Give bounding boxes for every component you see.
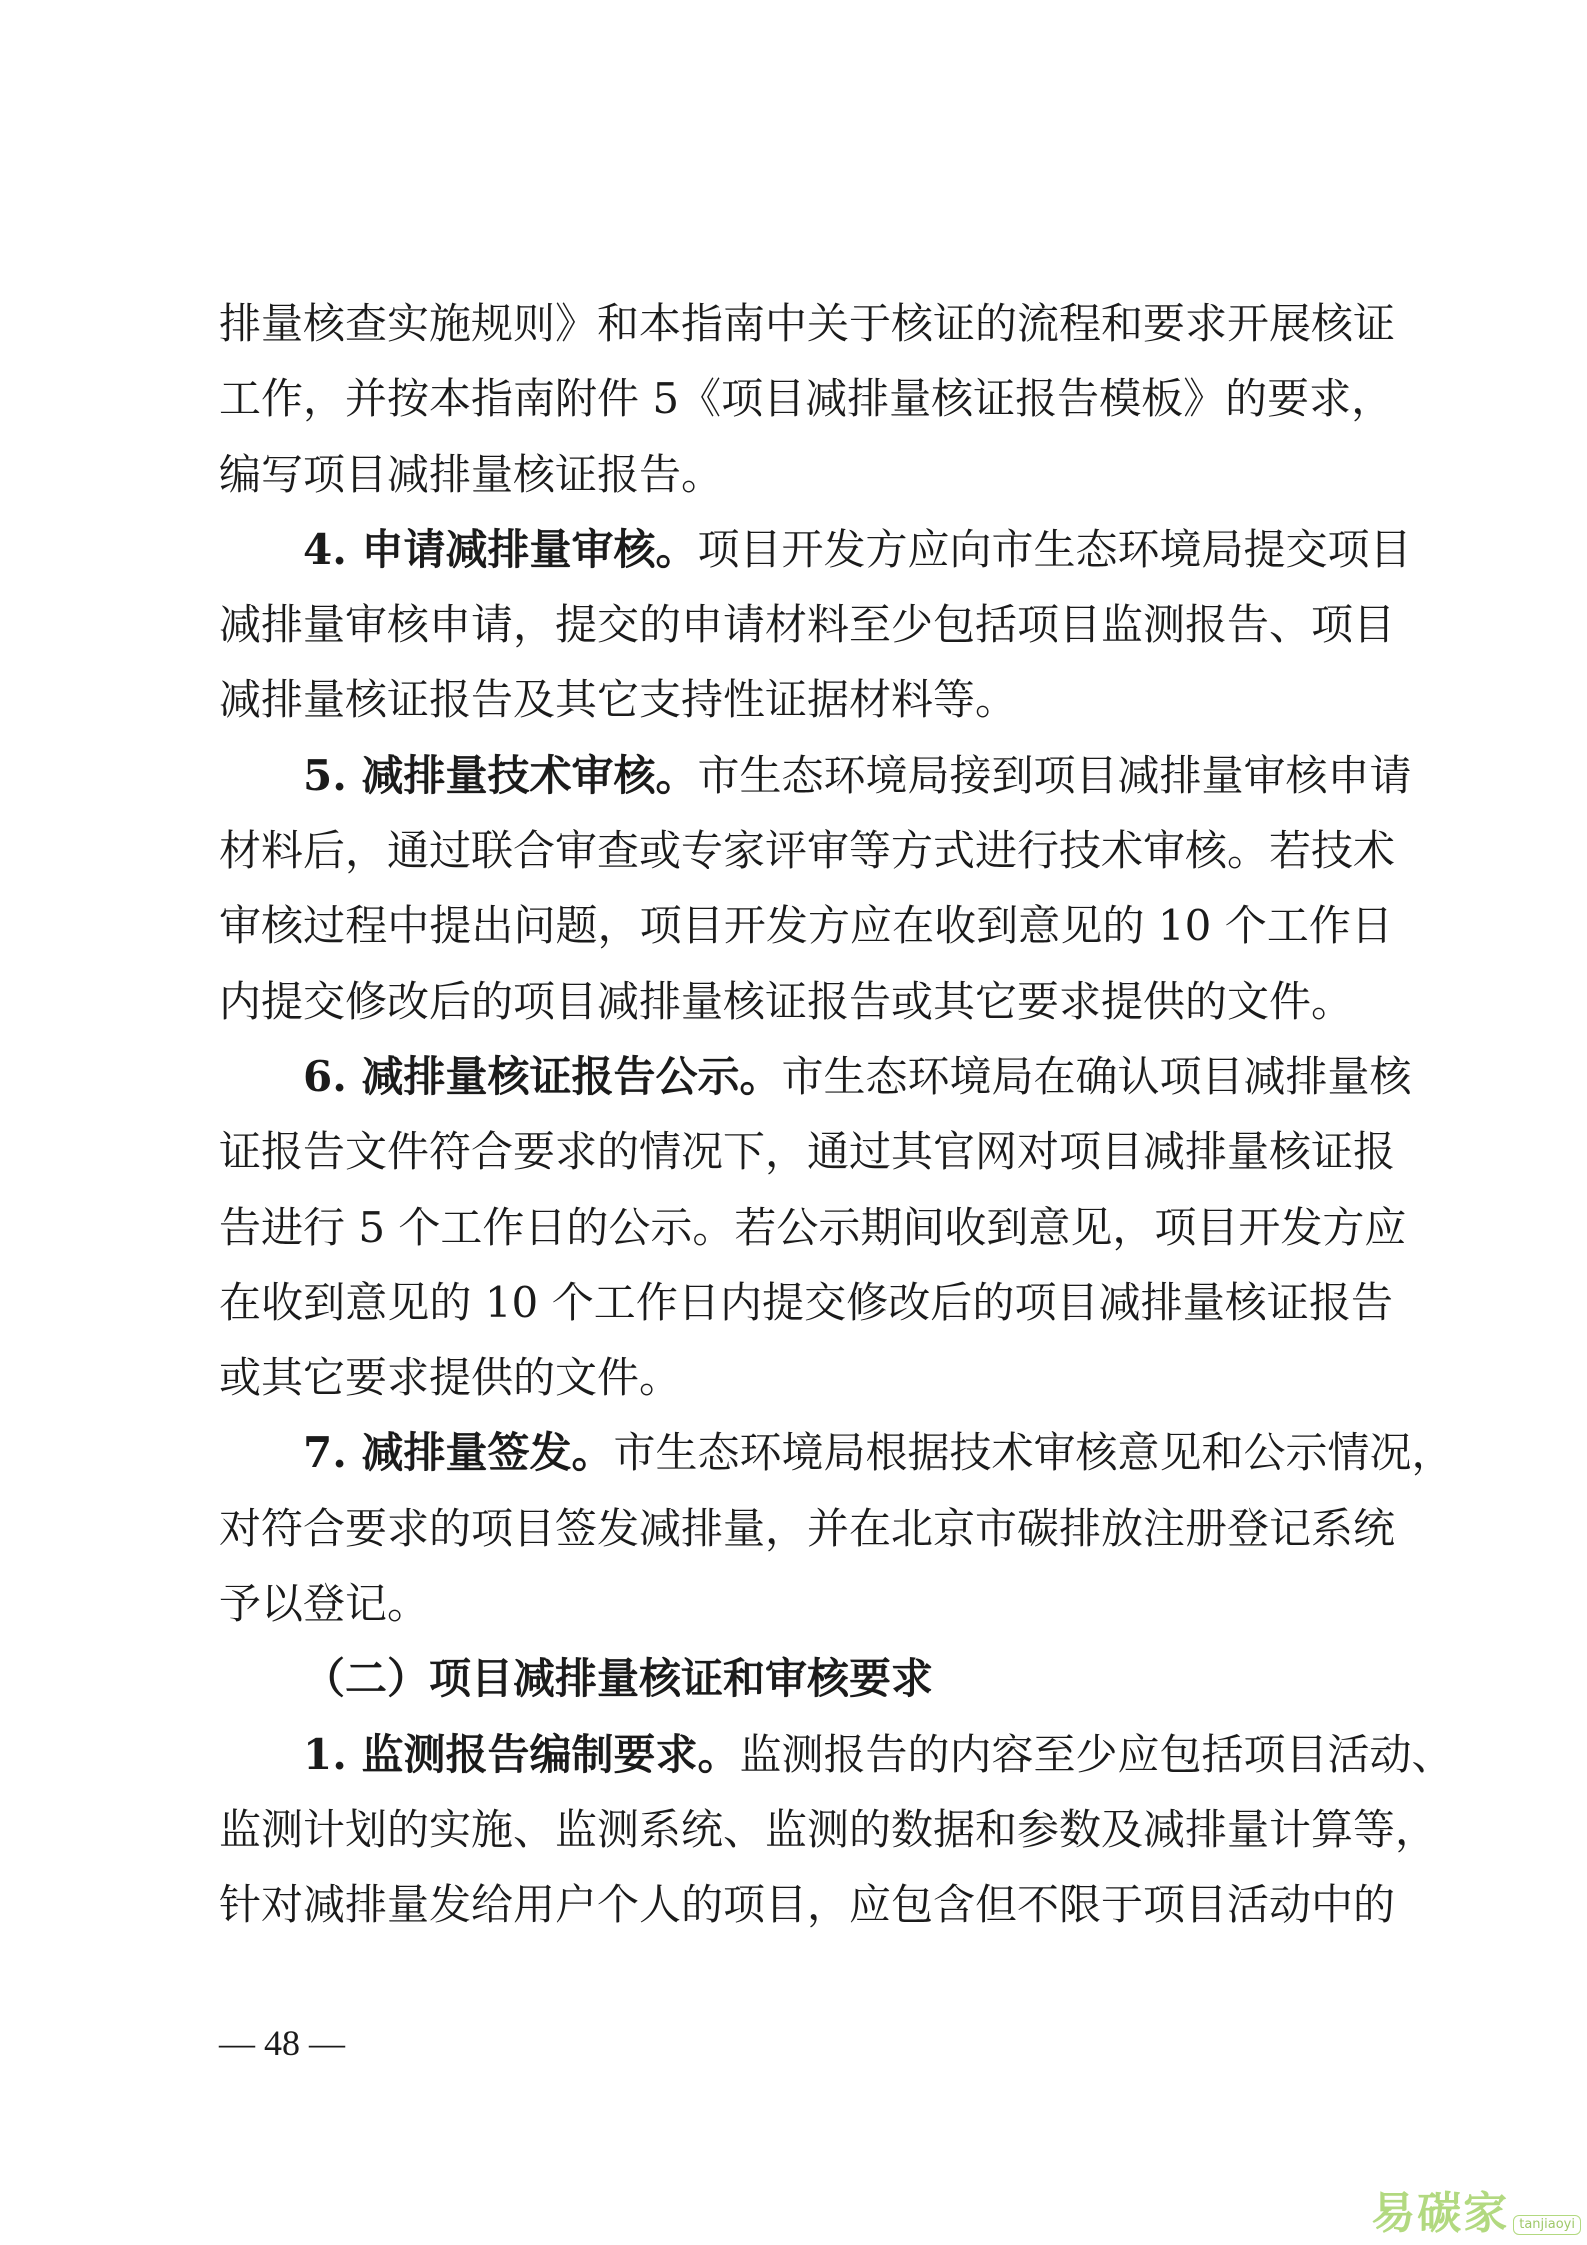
text-line: 予以登记。	[219, 1579, 430, 1629]
text-line: 针对减排量发给用户个人的项目，应包含但不限于项目活动中的	[219, 1880, 1396, 1930]
paragraph-start-line	[219, 1717, 1454, 1792]
paragraph-start-line	[219, 738, 1412, 813]
document-body	[219, 286, 1454, 1943]
item-heading: 4. 申请减排量审核。	[303, 524, 698, 574]
item-text: 市生态环境局根据技术审核意见和公示情况，	[613, 1428, 1454, 1478]
text-line: 编写项目减排量核证报告。	[219, 449, 724, 499]
text-line: 监测计划的实施、监测系统、监测的数据和参数及减排量计算等，	[219, 1804, 1438, 1854]
text-line: 在收到意见的 10 个工作日内提交修改后的项目减排量核证报告	[219, 1277, 1393, 1327]
item-heading: 1. 监测报告编制要求。	[303, 1729, 740, 1779]
item-text: 市生态环境局在确认项目减排量核	[781, 1051, 1412, 1101]
paragraph-start-line	[219, 512, 1412, 587]
item-text: 项目开发方应向市生态环境局提交项目	[697, 524, 1412, 574]
item-text: 监测报告的内容至少应包括项目活动、	[739, 1729, 1454, 1779]
text-line: 减排量审核申请，提交的申请材料至少包括项目监测报告、项目	[219, 600, 1396, 650]
paragraph-start-line	[219, 1415, 1454, 1490]
item-heading: 6. 减排量核证报告公示。	[303, 1051, 782, 1101]
text-line: 或其它要求提供的文件。	[219, 1353, 682, 1403]
text-line: 告进行 5 个工作日的公示。若公示期间收到意见，项目开发方应	[219, 1202, 1407, 1252]
item-heading: 5. 减排量技术审核。	[303, 750, 698, 800]
section-heading: （二）项目减排量核证和审核要求	[303, 1654, 934, 1704]
item-heading: 7. 减排量签发。	[303, 1428, 614, 1478]
text-line: 对符合要求的项目签发减排量，并在北京市碳排放注册登记系统	[219, 1503, 1396, 1553]
page-number: — 48 —	[219, 2023, 345, 2063]
text-line: 排量核查实施规则》和本指南中关于核证的流程和要求开展核证	[219, 299, 1396, 348]
text-line: 减排量核证报告及其它支持性证据材料等。	[219, 675, 1018, 725]
text-line: 证报告文件符合要求的情况下，通过其官网对项目减排量核证报	[219, 1127, 1396, 1177]
text-line: 工作，并按本指南附件 5《项目减排量核证报告模板》的要求，	[219, 374, 1394, 424]
item-text: 市生态环境局接到项目减排量审核申请	[697, 750, 1412, 800]
text-line: 内提交修改后的项目减排量核证报告或其它要求提供的文件。	[219, 976, 1354, 1026]
paragraph-start-line	[219, 1039, 1412, 1114]
text-line: 材料后，通过联合审查或专家评审等方式进行技术审核。若技术	[219, 826, 1396, 876]
text-line: 审核过程中提出问题，项目开发方应在收到意见的 10 个工作日	[219, 901, 1393, 951]
watermark-logo	[1371, 2187, 1581, 2239]
watermark-domain: tanjiaoyi	[1513, 2215, 1581, 2235]
watermark-brand: 易碳家	[1371, 2188, 1510, 2239]
